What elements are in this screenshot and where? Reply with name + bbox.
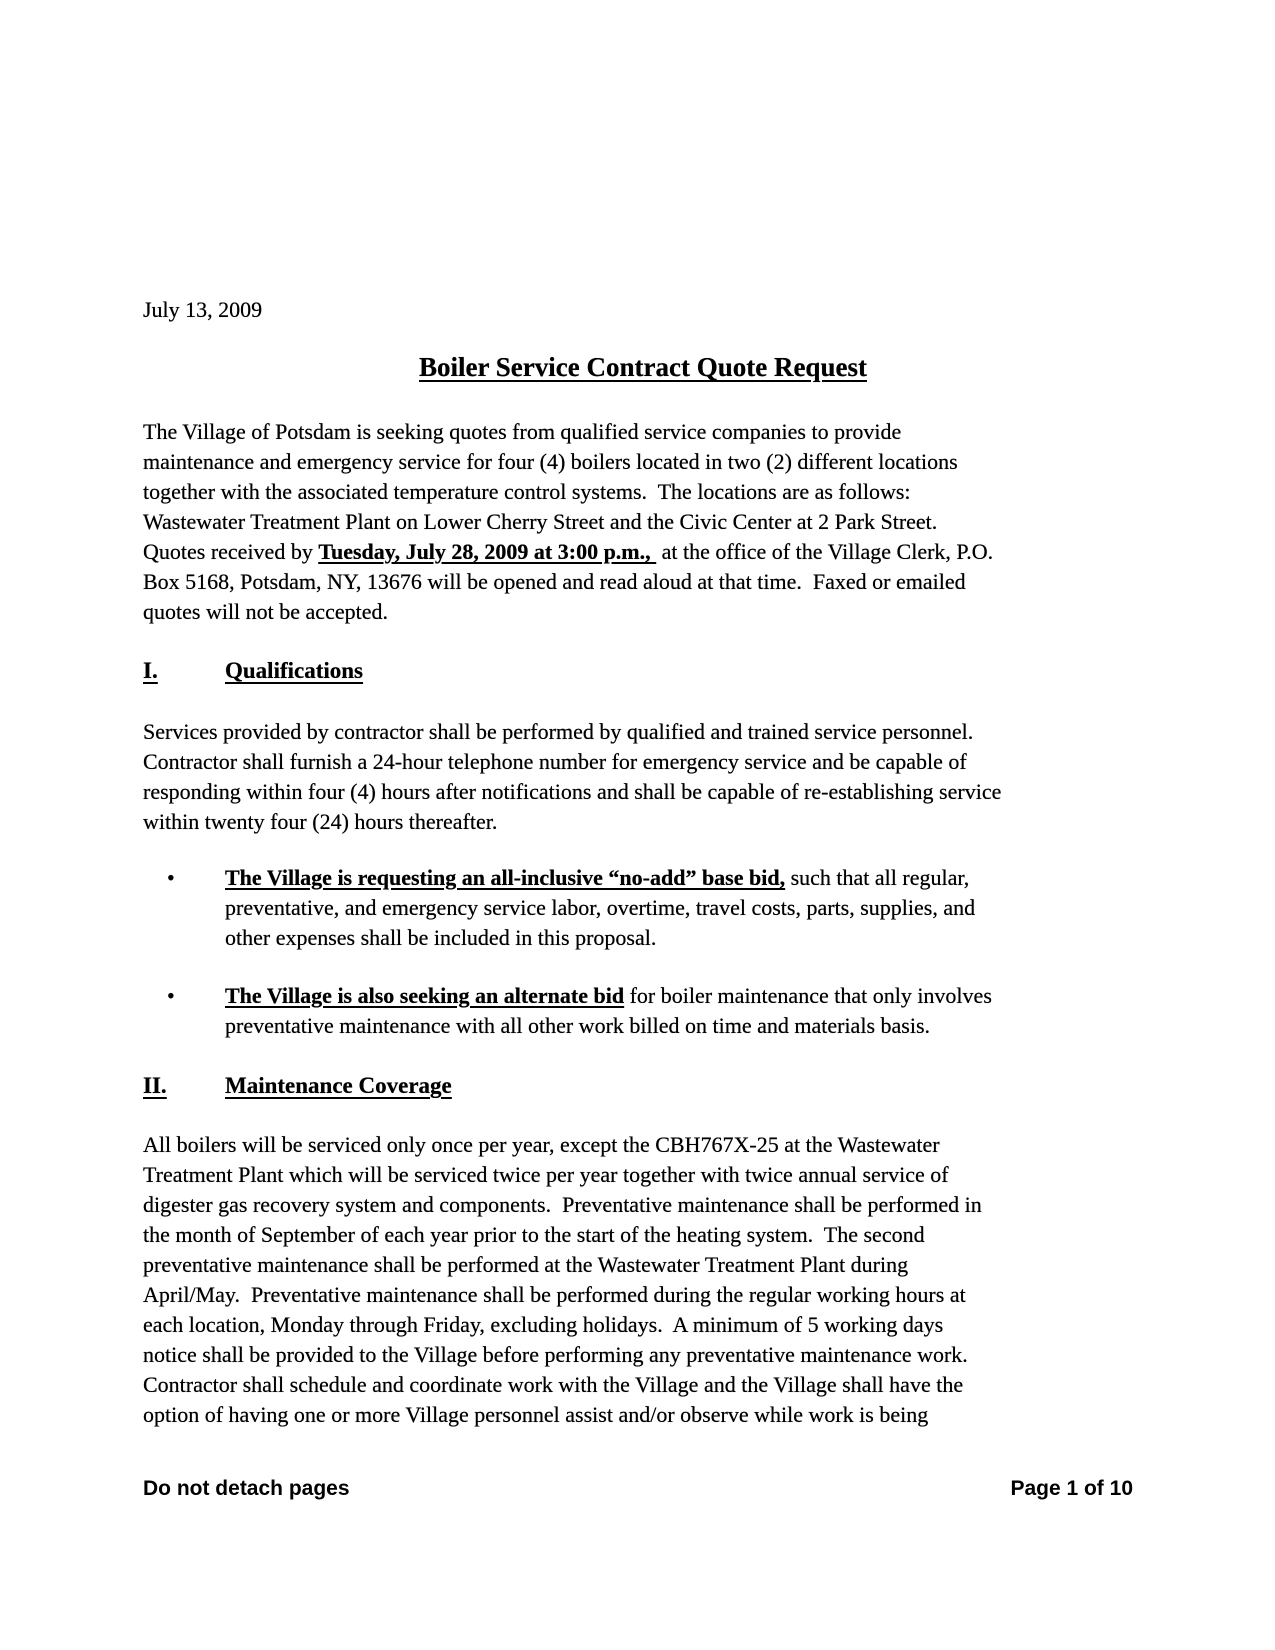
page-number: Page 1 of 10 — [1010, 1477, 1133, 1500]
paragraph-line: responding within four (4) hours after notifications and shall be capable of re-establishing service — [143, 779, 1002, 804]
paragraph-line: maintenance and emergency service for four (4) boilers located in two (2) different locations — [143, 449, 958, 474]
paragraph-line: Box 5168, Potsdam, NY, 13676 will be opened and read aloud at that time. Faxed or emailed — [143, 569, 966, 594]
bullet-item-base-bid — [143, 863, 1143, 953]
page-footer — [143, 1477, 1133, 1501]
paragraph-line: The Village of Potsdam is seeking quotes from qualified service companies to provide — [143, 419, 902, 444]
paragraph-line: within twenty four (24) hours thereafter. — [143, 809, 498, 834]
alternate-bid-emphasis: The Village is also seeking an alternate bid — [225, 983, 625, 1008]
bullet-item-alternate-bid — [143, 981, 1143, 1041]
section-number: II. — [143, 1073, 167, 1098]
quote-deadline: Tuesday, July 28, 2009 at 3:00 p.m., — [318, 539, 657, 564]
bullet-line: preventative, and emergency service labor, overtime, travel costs, parts, supplies, and — [225, 895, 976, 920]
paragraph-line: each location, Monday through Friday, excluding holidays. A minimum of 5 working days — [143, 1312, 944, 1337]
paragraph-line: Treatment Plant which will be serviced twice per year together with twice annual service of — [143, 1162, 949, 1187]
intro-paragraph — [143, 417, 1143, 627]
paragraph-line: All boilers will be serviced only once per year, except the CBH767X-25 at the Wastewater — [143, 1132, 940, 1157]
bullet-marker: • — [167, 865, 175, 890]
section-heading-qualifications — [143, 656, 1143, 686]
base-bid-emphasis: The Village is requesting an all-inclusive “no-add” base bid, — [225, 865, 786, 890]
paragraph-line: Wastewater Treatment Plant on Lower Cherry Street and the Civic Center at 2 Park Street. — [143, 509, 938, 534]
quote-deadline-suffix: at the office of the Village Clerk, P.O. — [656, 539, 994, 564]
paragraph-line: April/May. Preventative maintenance shall be performed during the regular working hours at — [143, 1282, 966, 1307]
section-title: Qualifications — [225, 658, 364, 683]
bullet-line: other expenses shall be included in this proposal. — [225, 925, 657, 950]
section-heading-maintenance-coverage — [143, 1071, 1143, 1101]
paragraph-line: quotes will not be accepted. — [143, 599, 388, 624]
maintenance-paragraph — [143, 1130, 1143, 1430]
paragraph-line: the month of September of each year prior to the start of the heating system. The second — [143, 1222, 925, 1247]
page-title: Boiler Service Contract Quote Request — [419, 352, 867, 382]
bullet-marker: • — [167, 983, 175, 1008]
bullet-line: preventative maintenance with all other work billed on time and materials basis. — [225, 1013, 930, 1038]
section-number-cell — [143, 656, 225, 686]
bullet-line — [143, 863, 1143, 893]
paragraph-line — [143, 537, 1143, 567]
paragraph-line: Services provided by contractor shall be performed by qualified and trained service personnel. — [143, 719, 974, 744]
paragraph-line: Contractor shall schedule and coordinate work with the Village and the Village shall have the — [143, 1372, 964, 1397]
date-line — [143, 295, 1143, 325]
section-number-cell — [143, 1071, 225, 1101]
paragraph-line: notice shall be provided to the Village before performing any preventative maintenance work. — [143, 1342, 968, 1367]
paragraph-line: preventative maintenance shall be performed at the Wastewater Treatment Plant during — [143, 1252, 909, 1277]
paragraph-line: digester gas recovery system and components. Preventative maintenance shall be performed in — [143, 1192, 982, 1217]
section-title: Maintenance Coverage — [225, 1073, 452, 1098]
paragraph-line: option of having one or more Village personnel assist and/or observe while work is being — [143, 1402, 929, 1427]
section-number: I. — [143, 658, 158, 683]
paragraph-line: together with the associated temperature control systems. The locations are as follows: — [143, 479, 911, 504]
bullet-line — [143, 981, 1143, 1011]
date-text: July 13, 2009 — [143, 297, 263, 322]
title-row — [143, 352, 1143, 384]
qualifications-paragraph — [143, 717, 1143, 837]
paragraph-line: Contractor shall furnish a 24-hour telephone number for emergency service and be capable of — [143, 749, 967, 774]
bullet-text: for boiler maintenance that only involves — [624, 983, 992, 1008]
footer-note: Do not detach pages — [143, 1477, 350, 1500]
bullet-text: such that all regular, — [785, 865, 970, 890]
quote-deadline-prefix: Quotes received by — [143, 539, 319, 564]
